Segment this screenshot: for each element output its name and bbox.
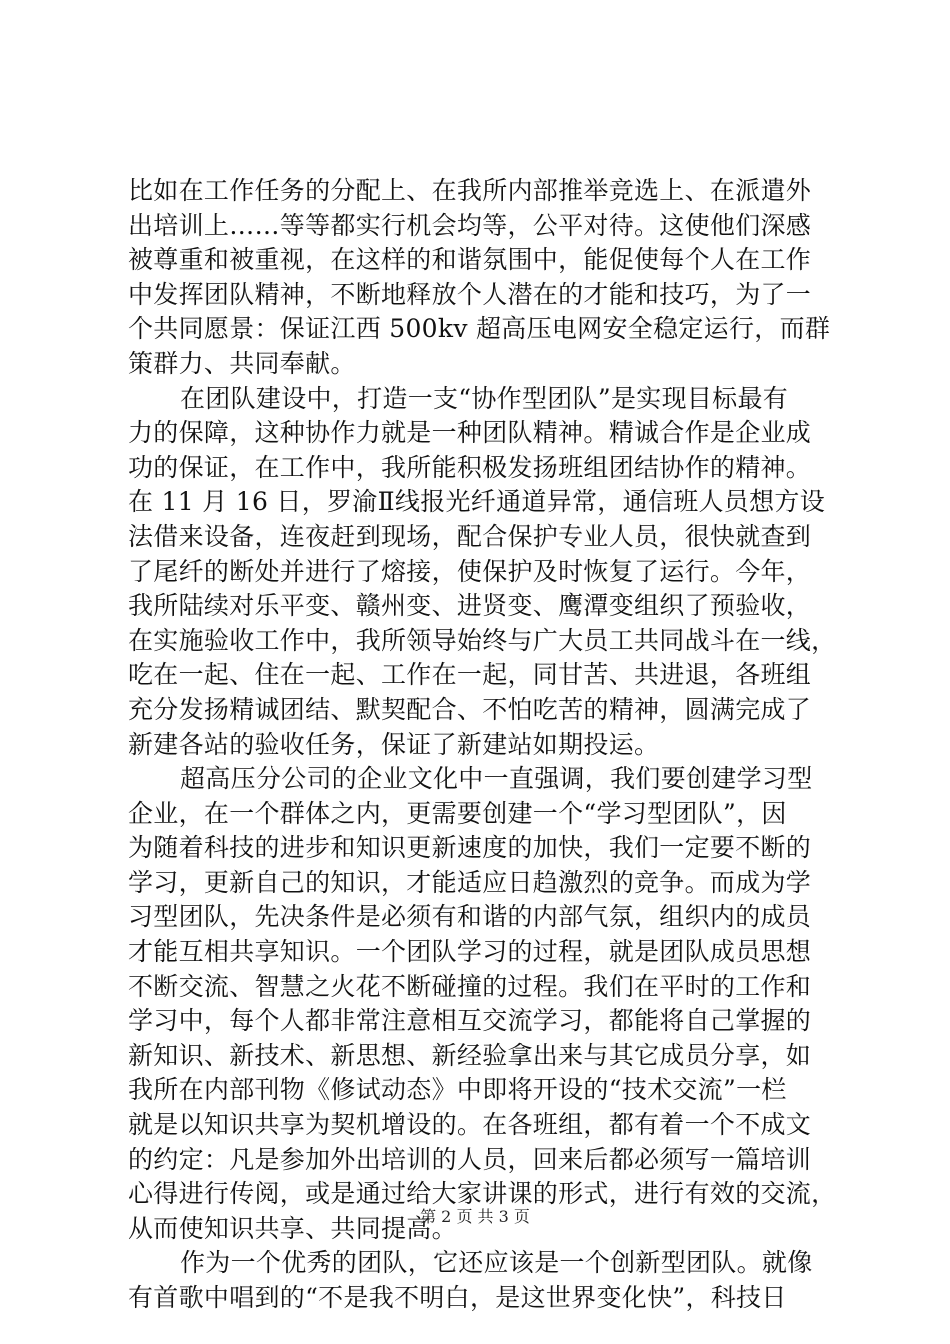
text-line: 功的保证，在工作中，我所能积极发扬班组团结协作的精神。 xyxy=(128,452,812,482)
text-line: 在实施验收工作中，我所领导始终与广大员工共同战斗在一线， xyxy=(128,625,837,655)
text-line: 在 11 月 16 日，罗渝Ⅱ线报光纤通道异常，通信班人员想方设 xyxy=(128,487,826,517)
text-line: 力的保障，这种协作力就是一种团队精神。精诚合作是企业成 xyxy=(128,418,812,448)
text-line: 的约定：凡是参加外出培训的人员，回来后都必须写一篇培训 xyxy=(128,1144,812,1174)
text-line: 习型团队，先决条件是必须有和谐的内部气氛，组织内的成员 xyxy=(128,902,812,932)
text-line: 比如在工作任务的分配上、在我所内部推举竞选上、在派遣外 xyxy=(128,176,812,205)
page-number-footer: 第 2 页 共 3 页 xyxy=(420,1207,530,1226)
text-line: 吃在一起、住在一起、工作在一起，同甘苦、共进退，各班组 xyxy=(128,660,812,690)
text-line: 企业，在一个群体之内，更需要创建一个“学习型团队”，因 xyxy=(128,798,787,828)
text-line: 策群力、共同奉献。 xyxy=(128,348,356,378)
text-line: 充分发扬精诚团结、默契配合、不怕吃苦的精神，圆满完成了 xyxy=(128,694,812,724)
text-line: 了尾纤的断处并进行了熔接，使保护及时恢复了运行。今年， xyxy=(128,556,812,586)
text-line: 学习中，每个人都非常注意相互交流学习，都能将自己掌握的 xyxy=(128,1006,812,1036)
text-line: 个共同愿景：保证江西 500kv 超高压电网安全稳定运行，而群 xyxy=(128,314,831,344)
document-body xyxy=(128,174,837,1316)
text-line: 被尊重和被重视，在这样的和谐氛围中，能促使每个人在工作 xyxy=(128,245,812,275)
text-line: 中发挥团队精神，不断地释放个人潜在的才能和技巧，为了一 xyxy=(128,279,812,309)
paragraph-first-line: 作为一个优秀的团队，它还应该是一个创新型团队。就像 xyxy=(180,1248,813,1278)
text-line: 就是以知识共享为契机增设的。在各班组，都有着一个不成文 xyxy=(128,1110,812,1140)
text-line: 我所在内部刊物《修试动态》中即将开设的“技术交流”一栏 xyxy=(128,1075,787,1105)
text-line: 我所陆续对乐平变、赣州变、进贤变、鹰潭变组织了预验收， xyxy=(128,591,812,621)
paragraph-first-line: 超高压分公司的企业文化中一直强调，我们要创建学习型 xyxy=(180,764,813,794)
text-line: 出培训上……等等都实行机会均等，公平对待。这使他们深感 xyxy=(128,210,812,240)
text-line: 心得进行传阅，或是通过给大家讲课的形式，进行有效的交流， xyxy=(128,1179,837,1209)
text-line: 从而使知识共享、共同提高。 xyxy=(128,1213,457,1243)
text-line: 新建各站的验收任务，保证了新建站如期投运。 xyxy=(128,729,660,759)
text-line: 才能互相共享知识。一个团队学习的过程，就是团队成员思想 xyxy=(128,937,812,967)
text-line: 法借来设备，连夜赶到现场，配合保护专业人员，很快就查到 xyxy=(128,521,812,551)
text-line: 为随着科技的进步和知识更新速度的加快，我们一定要不断的 xyxy=(128,833,812,863)
text-line: 有首歌中唱到的“不是我不明白，是这世界变化快”，科技日 xyxy=(128,1283,787,1312)
text-line: 新知识、新技术、新思想、新经验拿出来与其它成员分享，如 xyxy=(128,1040,812,1070)
paragraph-first-line: 在团队建设中，打造一支“协作型团队”是实现目标最有 xyxy=(180,383,789,413)
text-line: 不断交流、智慧之火花不断碰撞的过程。我们在平时的工作和 xyxy=(128,971,812,1001)
text-line: 学习，更新自己的知识，才能适应日趋激烈的竞争。而成为学 xyxy=(128,867,812,897)
